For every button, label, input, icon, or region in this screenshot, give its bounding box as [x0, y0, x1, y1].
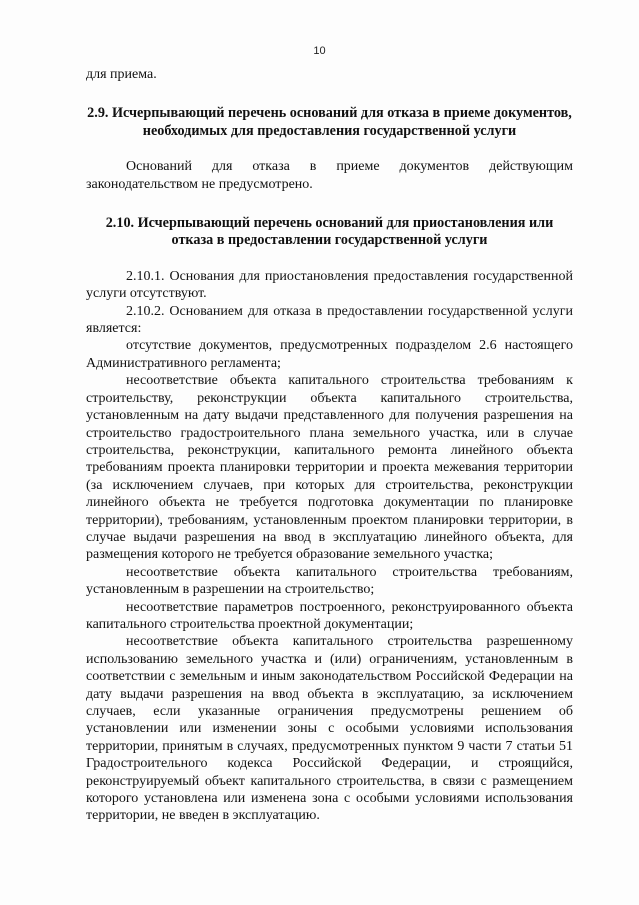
document-body — [86, 66, 573, 825]
ground-design-mismatch: несоответствие параметров построенного, реконструированного объекта капитального строительства проектной документации; — [86, 599, 573, 632]
ground-gpzu-mismatch: несоответствие объекта капитального строительства требованиям к строительству, реконструкции объекта капитального строительства, установленным на дату выдачи представленного для получения разрешения на строительство градостроительного плана земельного участка, или в случае строительства, реконструкции, капитального ремонта линейного объекта требованиям проекта планировки территории и проекта межевания территории (за исключением случаев, при которых для строительства, реконструкции линейного объекта не требуется подготовка документации по планировке территории), требованиям, установленным проектом планировки территории, в случае выдачи разрешения на ввод в эксплуатацию линейного объекта, для размещения которого не требуется образование земельного участка; — [86, 373, 573, 563]
ground-land-use-mismatch: несоответствие объекта капитального строительства разрешенному использованию земельного участка и (или) ограничениям, установленным в соответствии с земельным и иным законодательством Российской Федерации на дату выдачи разрешения на ввод объекта в эксплуатацию, за исключением случаев, если указанные ограничения предусмотрены решением об установлении или изменении зоны с особыми условиями использования территории, принятым в случаях, предусмотренных пунктом 9 части 7 статьи 51 Градостроительного кодекса Российской Федерации, и строящийся, реконструируемый объект капитального строительства, в связи с размещением которого установлена или изменена зона с особыми условиями использования территории, не введен в эксплуатацию. — [86, 634, 573, 824]
section-2-10-heading: 2.10. Исчерпывающий перечень оснований для приостановления или отказа в предоставлении государственной услуги — [105, 215, 554, 249]
ground-missing-documents: отсутствие документов, предусмотренных подразделом 2.6 настоящего Административного регламента; — [86, 338, 573, 371]
intro-tail-text: для приема. — [86, 67, 157, 82]
section-2-9-heading: 2.9. Исчерпывающий перечень оснований для отказа в приеме документов, необходимых для предоставления государственной услуги — [87, 105, 572, 139]
ground-permit-mismatch: несоответствие объекта капитального строительства требованиям, установленным в разрешении на строительство; — [86, 564, 573, 598]
section-2-10-1-text: 2.10.1. Основания для приостановления предоставления государственной услуги отсутствуют. — [86, 268, 573, 302]
section-2-10-2-text: 2.10.2. Основанием для отказа в предоставлении государственной услуги является: — [86, 303, 573, 337]
section-2-9-text: Оснований для отказа в приеме документов действующим законодательством не предусмотрено. — [86, 159, 573, 192]
page-number: 10 — [313, 45, 326, 57]
